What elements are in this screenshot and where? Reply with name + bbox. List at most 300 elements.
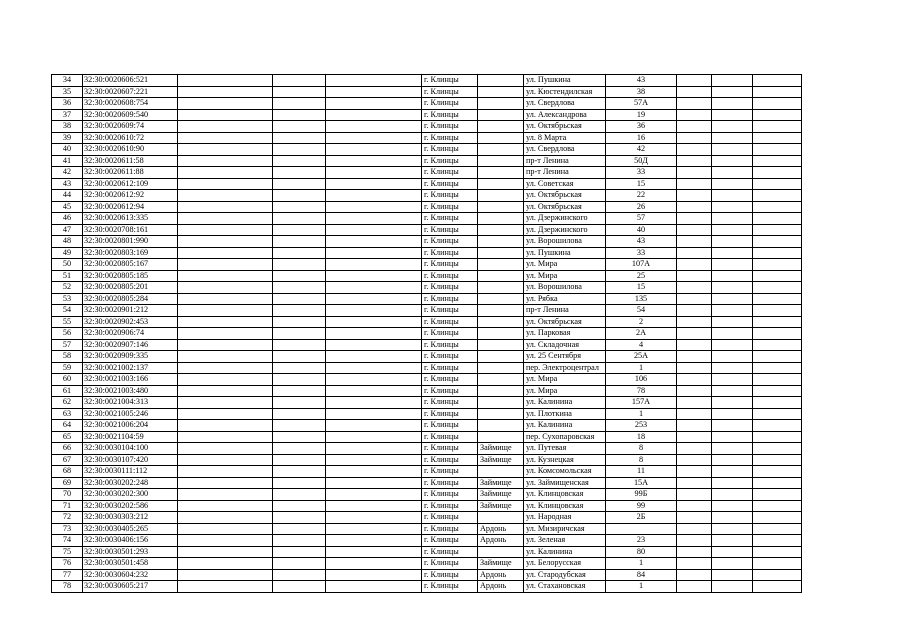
row-number: 55 (52, 316, 83, 328)
empty-cell (753, 374, 802, 386)
empty-cell (712, 121, 753, 133)
property-table (51, 74, 802, 593)
empty-cell (326, 270, 422, 282)
street-cell: ул. Калинина (524, 546, 606, 558)
city-cell: г. Клинцы (422, 454, 478, 466)
empty-cell (677, 155, 712, 167)
street-cell: пер. Электроцентрал (524, 362, 606, 374)
empty-cell (178, 236, 273, 248)
empty-cell (178, 178, 273, 190)
empty-cell (326, 558, 422, 570)
cadastral-number: 32:30:0020612:109 (83, 178, 178, 190)
cadastral-number: 32:30:0021002:137 (83, 362, 178, 374)
house-number: 8 (606, 443, 677, 455)
row-number: 36 (52, 98, 83, 110)
empty-cell (326, 374, 422, 386)
empty-cell (753, 293, 802, 305)
empty-cell (326, 351, 422, 363)
city-cell: г. Клинцы (422, 259, 478, 271)
empty-cell (753, 500, 802, 512)
empty-cell (178, 500, 273, 512)
empty-cell (178, 270, 273, 282)
table-row (52, 512, 802, 524)
street-cell: ул. Стахановская (524, 581, 606, 593)
street-cell: пер. Сухопаровская (524, 431, 606, 443)
empty-cell (677, 362, 712, 374)
house-number: 1 (606, 362, 677, 374)
street-cell: ул. Комсомольская (524, 466, 606, 478)
empty-cell (326, 293, 422, 305)
city-cell: г. Клинцы (422, 443, 478, 455)
street-cell: ул. Плоткина (524, 408, 606, 420)
street-cell: ул. Складочная (524, 339, 606, 351)
empty-cell (753, 546, 802, 558)
empty-cell (326, 75, 422, 87)
empty-cell (273, 477, 326, 489)
house-number: 22 (606, 190, 677, 202)
empty-cell (753, 201, 802, 213)
house-number: 43 (606, 236, 677, 248)
city-cell: г. Клинцы (422, 374, 478, 386)
empty-cell (677, 190, 712, 202)
empty-cell (753, 305, 802, 317)
table-row (52, 420, 802, 432)
empty-cell (677, 213, 712, 225)
empty-cell (273, 316, 326, 328)
locality-cell (478, 270, 524, 282)
row-number: 47 (52, 224, 83, 236)
empty-cell (178, 431, 273, 443)
locality-cell (478, 385, 524, 397)
street-cell: ул. 8 Марта (524, 132, 606, 144)
table-row (52, 581, 802, 593)
empty-cell (326, 259, 422, 271)
city-cell: г. Клинцы (422, 155, 478, 167)
house-number: 33 (606, 167, 677, 179)
street-cell: пр-т Ленина (524, 155, 606, 167)
empty-cell (178, 109, 273, 121)
empty-cell (677, 581, 712, 593)
empty-cell (753, 109, 802, 121)
empty-cell (712, 581, 753, 593)
empty-cell (712, 385, 753, 397)
empty-cell (326, 86, 422, 98)
empty-cell (178, 328, 273, 340)
empty-cell (677, 477, 712, 489)
table-row (52, 316, 802, 328)
empty-cell (753, 328, 802, 340)
house-number: 84 (606, 569, 677, 581)
house-number: 54 (606, 305, 677, 317)
empty-cell (326, 98, 422, 110)
cadastral-number: 32:30:0020611:88 (83, 167, 178, 179)
cadastral-number: 32:30:0030303:212 (83, 512, 178, 524)
street-cell: ул. Свердлова (524, 98, 606, 110)
empty-cell (273, 385, 326, 397)
empty-cell (326, 316, 422, 328)
city-cell: г. Клинцы (422, 190, 478, 202)
city-cell: г. Клинцы (422, 75, 478, 87)
cadastral-number: 32:30:0020801:990 (83, 236, 178, 248)
empty-cell (273, 489, 326, 501)
house-number: 23 (606, 535, 677, 547)
house-number: 157А (606, 397, 677, 409)
empty-cell (712, 466, 753, 478)
locality-cell (478, 282, 524, 294)
empty-cell (178, 569, 273, 581)
empty-cell (273, 328, 326, 340)
city-cell: г. Клинцы (422, 282, 478, 294)
street-cell: ул. Ворошилова (524, 236, 606, 248)
row-number: 78 (52, 581, 83, 593)
empty-cell (326, 339, 422, 351)
row-number: 53 (52, 293, 83, 305)
empty-cell (273, 270, 326, 282)
empty-cell (178, 385, 273, 397)
empty-cell (753, 477, 802, 489)
street-cell: ул. Дзержинского (524, 224, 606, 236)
cadastral-number: 32:30:0030501:458 (83, 558, 178, 570)
empty-cell (677, 420, 712, 432)
empty-cell (326, 236, 422, 248)
table-row (52, 132, 802, 144)
empty-cell (712, 132, 753, 144)
empty-cell (712, 201, 753, 213)
cadastral-number: 32:30:0030605:217 (83, 581, 178, 593)
street-cell: ул. Калинина (524, 397, 606, 409)
house-number: 78 (606, 385, 677, 397)
cadastral-number: 32:30:0030405:265 (83, 523, 178, 535)
empty-cell (178, 512, 273, 524)
empty-cell (677, 431, 712, 443)
locality-cell (478, 374, 524, 386)
empty-cell (712, 247, 753, 259)
city-cell: г. Клинцы (422, 178, 478, 190)
street-cell: ул. Кюстендилская (524, 86, 606, 98)
empty-cell (677, 339, 712, 351)
empty-cell (712, 374, 753, 386)
empty-cell (712, 236, 753, 248)
house-number: 16 (606, 132, 677, 144)
empty-cell (712, 443, 753, 455)
empty-cell (326, 167, 422, 179)
empty-cell (677, 305, 712, 317)
row-number: 38 (52, 121, 83, 133)
empty-cell (273, 144, 326, 156)
table-row (52, 408, 802, 420)
empty-cell (677, 144, 712, 156)
locality-cell (478, 466, 524, 478)
street-cell: ул. Дзержинского (524, 213, 606, 225)
empty-cell (273, 374, 326, 386)
empty-cell (273, 121, 326, 133)
empty-cell (178, 489, 273, 501)
empty-cell (326, 224, 422, 236)
empty-cell (178, 546, 273, 558)
empty-cell (712, 431, 753, 443)
empty-cell (677, 466, 712, 478)
row-number: 51 (52, 270, 83, 282)
cadastral-number: 32:30:0020901:212 (83, 305, 178, 317)
empty-cell (178, 213, 273, 225)
empty-cell (712, 512, 753, 524)
empty-cell (178, 201, 273, 213)
city-cell: г. Клинцы (422, 466, 478, 478)
table-row (52, 259, 802, 271)
empty-cell (326, 155, 422, 167)
locality-cell: Займище (478, 500, 524, 512)
cadastral-number: 32:30:0030202:586 (83, 500, 178, 512)
street-cell: ул. Займищенская (524, 477, 606, 489)
house-number: 50Д (606, 155, 677, 167)
empty-cell (753, 167, 802, 179)
street-cell: ул. Мира (524, 374, 606, 386)
empty-cell (178, 466, 273, 478)
row-number: 45 (52, 201, 83, 213)
street-cell: ул. Парковая (524, 328, 606, 340)
row-number: 67 (52, 454, 83, 466)
street-cell: ул. Народная (524, 512, 606, 524)
empty-cell (178, 351, 273, 363)
empty-cell (753, 581, 802, 593)
row-number: 41 (52, 155, 83, 167)
empty-cell (753, 259, 802, 271)
house-number: 57А (606, 98, 677, 110)
row-number: 49 (52, 247, 83, 259)
locality-cell (478, 316, 524, 328)
locality-cell (478, 132, 524, 144)
empty-cell (178, 155, 273, 167)
empty-cell (178, 362, 273, 374)
row-number: 58 (52, 351, 83, 363)
empty-cell (273, 75, 326, 87)
empty-cell (753, 178, 802, 190)
cadastral-number: 32:30:0030202:248 (83, 477, 178, 489)
empty-cell (273, 535, 326, 547)
cadastral-number: 32:30:0030111:112 (83, 466, 178, 478)
street-cell: пр-т Ленина (524, 167, 606, 179)
empty-cell (178, 443, 273, 455)
empty-cell (273, 443, 326, 455)
cadastral-number: 32:30:0020708:161 (83, 224, 178, 236)
empty-cell (753, 420, 802, 432)
table-row (52, 385, 802, 397)
house-number: 107А (606, 259, 677, 271)
row-number: 68 (52, 466, 83, 478)
empty-cell (326, 213, 422, 225)
empty-cell (677, 512, 712, 524)
empty-cell (677, 500, 712, 512)
empty-cell (753, 316, 802, 328)
table-row (52, 75, 802, 87)
table-row (52, 109, 802, 121)
locality-cell: Займище (478, 443, 524, 455)
locality-cell (478, 109, 524, 121)
city-cell: г. Клинцы (422, 569, 478, 581)
locality-cell (478, 351, 524, 363)
empty-cell (712, 109, 753, 121)
empty-cell (753, 431, 802, 443)
empty-cell (273, 581, 326, 593)
cadastral-number: 32:30:0030202:300 (83, 489, 178, 501)
empty-cell (753, 270, 802, 282)
street-cell: ул. Мира (524, 259, 606, 271)
table-row (52, 86, 802, 98)
empty-cell (273, 247, 326, 259)
empty-cell (273, 523, 326, 535)
city-cell: г. Клинцы (422, 98, 478, 110)
empty-cell (753, 408, 802, 420)
empty-cell (326, 477, 422, 489)
empty-cell (677, 351, 712, 363)
empty-cell (712, 167, 753, 179)
empty-cell (753, 558, 802, 570)
empty-cell (712, 397, 753, 409)
row-number: 62 (52, 397, 83, 409)
empty-cell (178, 144, 273, 156)
city-cell: г. Клинцы (422, 489, 478, 501)
empty-cell (677, 316, 712, 328)
street-cell: ул. Пушкина (524, 75, 606, 87)
cadastral-number: 32:30:0020907:146 (83, 339, 178, 351)
empty-cell (326, 500, 422, 512)
city-cell: г. Клинцы (422, 305, 478, 317)
empty-cell (753, 523, 802, 535)
city-cell: г. Клинцы (422, 351, 478, 363)
street-cell: ул. Зеленая (524, 535, 606, 547)
city-cell: г. Клинцы (422, 420, 478, 432)
street-cell: ул. Кузнецкая (524, 454, 606, 466)
table-row (52, 213, 802, 225)
empty-cell (677, 489, 712, 501)
cadastral-number: 32:30:0020610:90 (83, 144, 178, 156)
row-number: 48 (52, 236, 83, 248)
empty-cell (753, 489, 802, 501)
locality-cell (478, 408, 524, 420)
empty-cell (326, 121, 422, 133)
empty-cell (273, 351, 326, 363)
empty-cell (273, 167, 326, 179)
cadastral-number: 32:30:0020610:72 (83, 132, 178, 144)
empty-cell (326, 282, 422, 294)
empty-cell (677, 374, 712, 386)
empty-cell (712, 339, 753, 351)
empty-cell (326, 512, 422, 524)
empty-cell (712, 259, 753, 271)
row-number: 76 (52, 558, 83, 570)
empty-cell (178, 247, 273, 259)
empty-cell (712, 86, 753, 98)
locality-cell (478, 293, 524, 305)
street-cell: ул. Мира (524, 385, 606, 397)
city-cell: г. Клинцы (422, 523, 478, 535)
empty-cell (712, 190, 753, 202)
empty-cell (753, 443, 802, 455)
empty-cell (753, 213, 802, 225)
empty-cell (273, 569, 326, 581)
empty-cell (273, 431, 326, 443)
empty-cell (273, 305, 326, 317)
empty-cell (178, 282, 273, 294)
cadastral-number: 32:30:0020612:94 (83, 201, 178, 213)
empty-cell (178, 98, 273, 110)
table-row (52, 190, 802, 202)
street-cell: ул. Путевая (524, 443, 606, 455)
table-row (52, 466, 802, 478)
row-number: 60 (52, 374, 83, 386)
house-number: 25А (606, 351, 677, 363)
cadastral-number: 32:30:0020909:335 (83, 351, 178, 363)
city-cell: г. Клинцы (422, 431, 478, 443)
empty-cell (178, 86, 273, 98)
row-number: 63 (52, 408, 83, 420)
empty-cell (712, 558, 753, 570)
house-number: 135 (606, 293, 677, 305)
locality-cell (478, 420, 524, 432)
city-cell: г. Клинцы (422, 558, 478, 570)
empty-cell (753, 466, 802, 478)
city-cell: г. Клинцы (422, 339, 478, 351)
locality-cell (478, 213, 524, 225)
empty-cell (273, 86, 326, 98)
city-cell: г. Клинцы (422, 236, 478, 248)
city-cell: г. Клинцы (422, 270, 478, 282)
empty-cell (677, 408, 712, 420)
empty-cell (753, 339, 802, 351)
empty-cell (273, 500, 326, 512)
empty-cell (273, 259, 326, 271)
locality-cell: Ардонь (478, 581, 524, 593)
empty-cell (677, 109, 712, 121)
house-number: 253 (606, 420, 677, 432)
empty-cell (326, 385, 422, 397)
table-row (52, 535, 802, 547)
empty-cell (273, 201, 326, 213)
empty-cell (178, 523, 273, 535)
empty-cell (712, 293, 753, 305)
table-row (52, 121, 802, 133)
row-number: 40 (52, 144, 83, 156)
empty-cell (753, 569, 802, 581)
empty-cell (326, 523, 422, 535)
empty-cell (677, 201, 712, 213)
empty-cell (712, 489, 753, 501)
empty-cell (677, 236, 712, 248)
empty-cell (753, 236, 802, 248)
cadastral-number: 32:30:0020606:521 (83, 75, 178, 87)
row-number: 42 (52, 167, 83, 179)
empty-cell (712, 282, 753, 294)
house-number: 8 (606, 454, 677, 466)
row-number: 77 (52, 569, 83, 581)
empty-cell (753, 132, 802, 144)
empty-cell (178, 190, 273, 202)
empty-cell (753, 362, 802, 374)
empty-cell (712, 523, 753, 535)
table-row (52, 270, 802, 282)
empty-cell (326, 443, 422, 455)
empty-cell (178, 408, 273, 420)
empty-cell (753, 535, 802, 547)
locality-cell (478, 121, 524, 133)
house-number: 99Б (606, 489, 677, 501)
locality-cell (478, 328, 524, 340)
empty-cell (712, 500, 753, 512)
locality-cell (478, 512, 524, 524)
empty-cell (273, 224, 326, 236)
locality-cell (478, 247, 524, 259)
row-number: 52 (52, 282, 83, 294)
